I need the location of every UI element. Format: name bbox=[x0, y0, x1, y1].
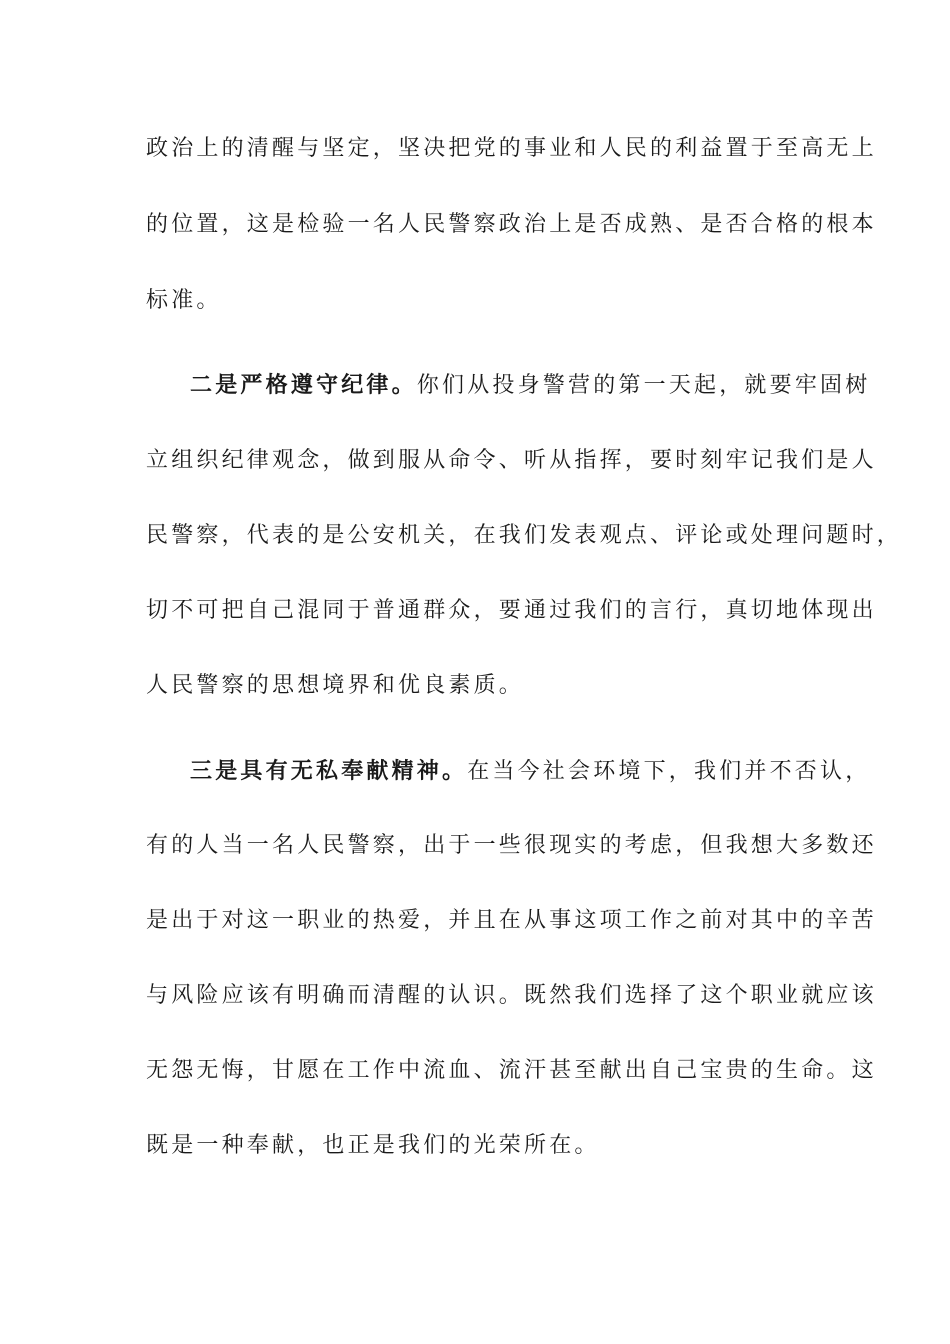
paragraph3-line3: 是出于对这一职业的热爱，并且在从事这项工作之前对其中的辛苦 bbox=[146, 908, 877, 933]
paragraph2-heading: 二是严格遵守纪律。 bbox=[190, 372, 417, 398]
paragraph3-first-line-text: 在当今社会环境下，我们并不否认， bbox=[467, 759, 871, 784]
paragraph2-first-line bbox=[190, 370, 870, 401]
paragraph1-line2: 的位置，这是检验一名人民警察政治上是否成熟、是否合格的根本 bbox=[146, 212, 877, 237]
paragraph3-heading: 三是具有无私奉献精神。 bbox=[190, 758, 468, 784]
paragraph3-line2: 有的人当一名人民警察，出于一些很现实的考虑，但我想大多数还 bbox=[146, 833, 877, 858]
paragraph1-line1: 政治上的清醒与坚定，坚决把党的事业和人民的利益置于至高无上 bbox=[146, 136, 877, 161]
paragraph3-line4: 与风险应该有明确而清醒的认识。既然我们选择了这个职业就应该 bbox=[146, 983, 877, 1008]
paragraph1-line3: 标准。 bbox=[146, 288, 222, 313]
paragraph3-first-line bbox=[190, 756, 870, 787]
paragraph2-line2: 立组织纪律观念，做到服从命令、听从指挥，要时刻牢记我们是人 bbox=[146, 448, 877, 473]
paragraph3-line5: 无怨无悔，甘愿在工作中流血、流汗甚至献出自己宝贵的生命。这 bbox=[146, 1058, 877, 1083]
paragraph2-line3: 民警察，代表的是公安机关，在我们发表观点、评论或处理问题时， bbox=[146, 523, 903, 548]
paragraph2-line5: 人民警察的思想境界和优良素质。 bbox=[146, 673, 525, 698]
paragraph3-line6: 既是一种奉献，也正是我们的光荣所在。 bbox=[146, 1133, 600, 1158]
paragraph2-line4: 切不可把自己混同于普通群众，要通过我们的言行，真切地体现出 bbox=[146, 598, 877, 623]
paragraph2-first-line-text: 你们从投身警营的第一天起，就要牢固树 bbox=[416, 373, 871, 398]
